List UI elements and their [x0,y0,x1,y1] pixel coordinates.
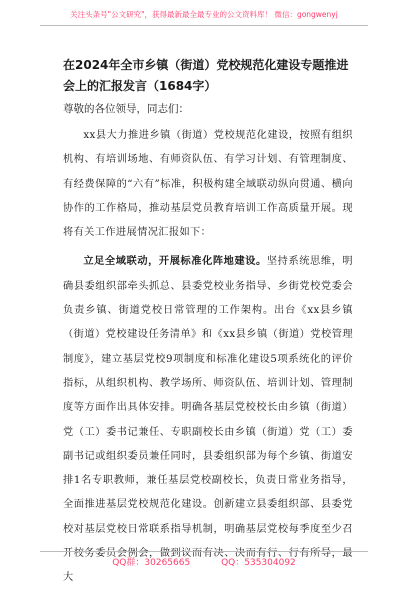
qq-group-label: QQ群：30265665 [112,558,191,568]
header-banner: 关注头条号"公文研究"，获得最新最全最专业的公文资料库！ 微信：gongwenyj [70,10,338,19]
section-body: 坚持系统思维，明确县委组织部牵头抓总、县委党校业务指导、乡街党校党委会负责乡镇、街道党校日常管理的工作架构。出台《xx县乡镇（街道）党校建设任务清单》和《xx县乡镇（街道）党校管理制度》，建立基层党校9项制度和标准化建设5项系统化的评价指标，从组织机构、教学场所、师资队伍、培训计划、管理制度等方面作出具体安排。明确各基层党校校长由乡镇（街道）党（工）委书记兼任、专职副校长由乡镇（街道）党（工）委副书记或组织委员兼任同时，县委组织部为每个乡镇、街道安排1名专职教师，兼任基层党校副校长，负责日常业务指导，全面推进基层党校规范化建设。创新建立县委组织部、县委党校对基层党校日常联系指导机制，明确基层党校每季度至少召开校务委员会例会，做到议而有决、决而有行、行有所导，最大 [63,256,353,584]
intro-paragraph: xx县大力推进乡镇（街道）党校规范化建设，按照有组织机构、有培训场地、有师资队伍、有学习计划、有管理制度、有经费保障的“六有”标准，积极构建全域联动纵向贯通、横向协作的工作格局，推动基层党员教育培训工作高质量开展。现将有关工作进展情况汇报如下： [63,130,353,239]
header-divider [40,25,368,26]
footer-divider [40,551,368,552]
document-title: 在2024年全市乡镇（街道）党校规范化建设专题推进会上的汇报发言（1684字） [63,58,349,93]
greeting: 尊敬的各位领导，同志们： [63,103,189,115]
section-heading: 立足全域联动，开展标准化阵地建设。 [83,255,267,268]
footer [0,555,408,568]
document-body [63,55,353,591]
qq-contact-label: QQ：535304092 [221,558,296,568]
section-paragraph [63,249,353,590]
